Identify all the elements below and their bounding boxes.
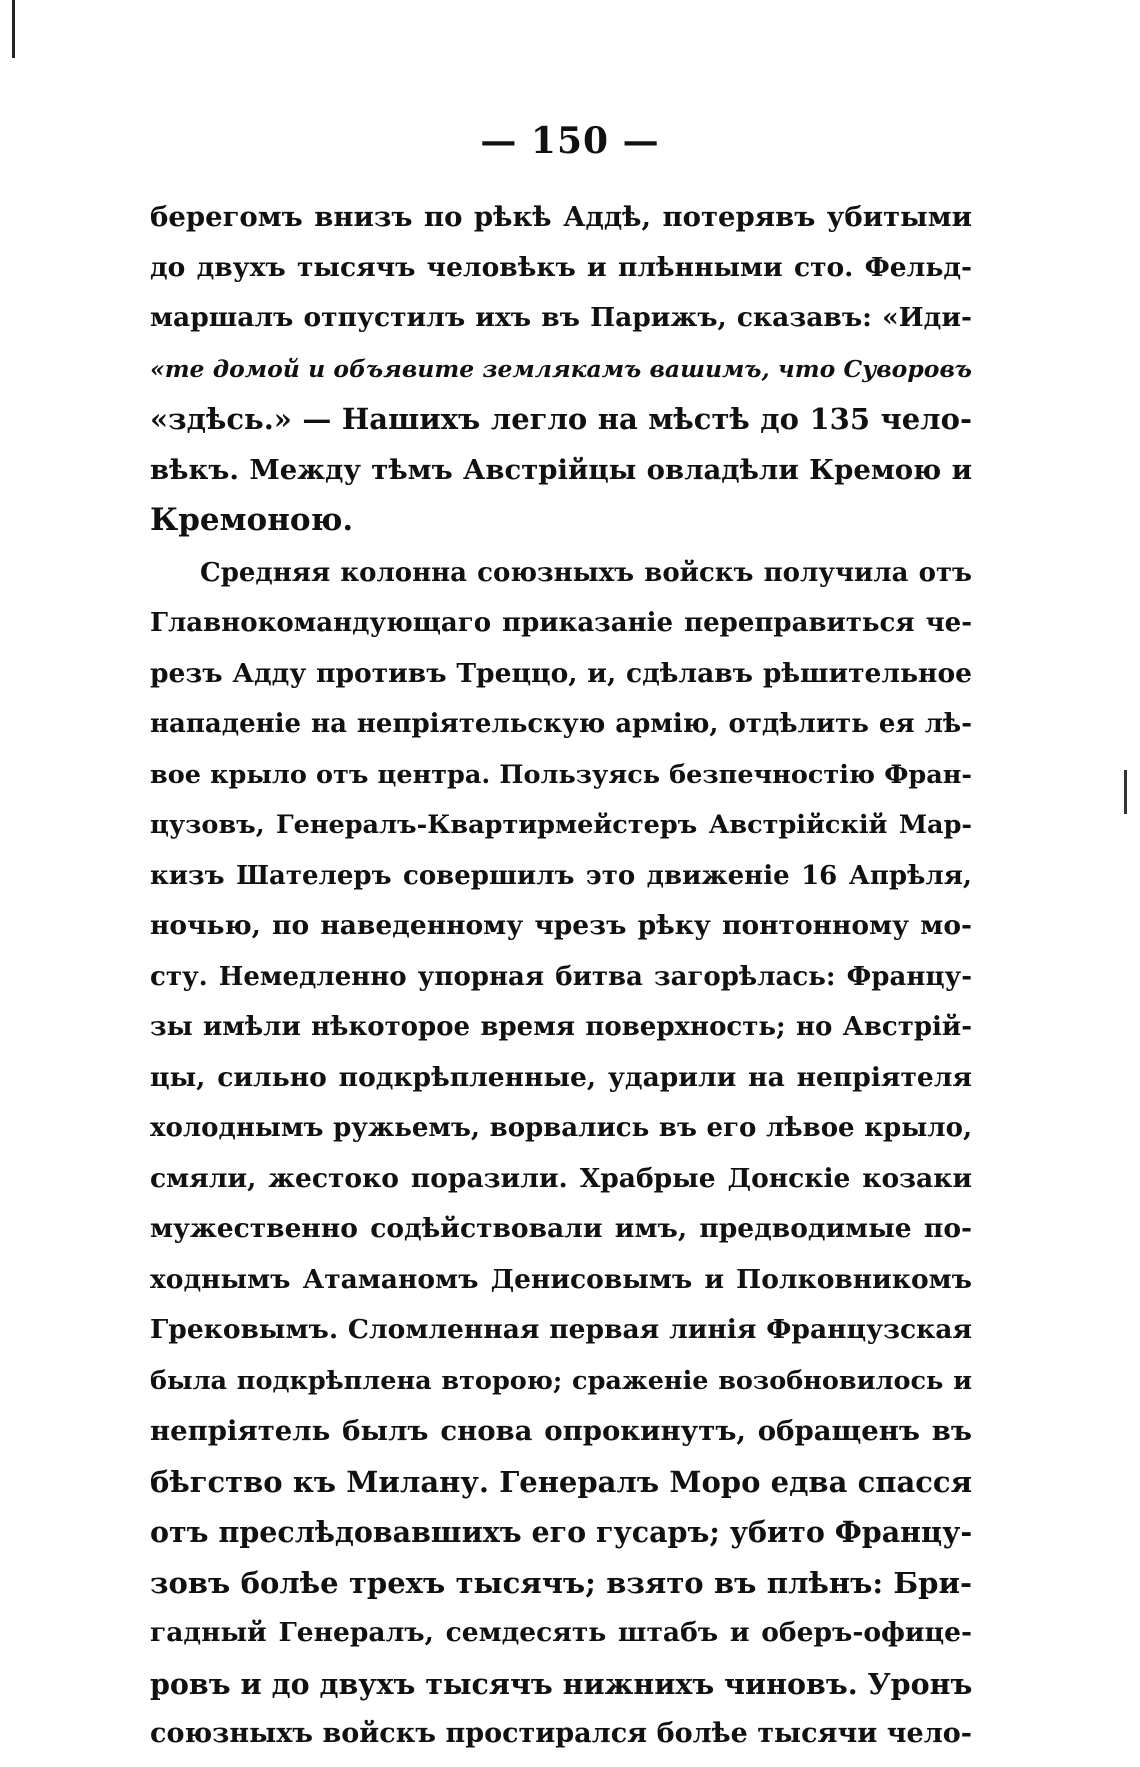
text-line: мужественно содѣйствовали имъ, предводимые по- bbox=[150, 1213, 972, 1244]
text-line: ходнымъ Атаманомъ Денисовымъ и Полковникомъ bbox=[150, 1263, 972, 1295]
scan-margin-mark bbox=[1124, 770, 1127, 814]
text-line: бѣгство къ Милану. Генералъ Моро едва спасся bbox=[150, 1464, 972, 1499]
text-line: смяли, жестоко поразили. Храбрые Донскіе козаки bbox=[150, 1162, 972, 1194]
page-number: — 150 — bbox=[480, 120, 660, 162]
text-line: резъ Адду противъ Треццо, и, сдѣлавъ рѣшительное bbox=[150, 657, 972, 689]
text-line: вое крыло отъ центра. Пользуясь безпечностію Фран- bbox=[150, 759, 972, 790]
text-line: сту. Немедленно упорная битва загорѣлась: Францу- bbox=[150, 961, 972, 992]
text-line: ровъ и до двухъ тысячъ нижнихъ чиновъ. Уронъ bbox=[150, 1666, 973, 1701]
paragraph-2 bbox=[150, 548, 972, 1760]
text-line: непріятель былъ снова опрокинутъ, обращенъ въ bbox=[150, 1415, 972, 1447]
text-line: вѣкъ. Между тѣмъ Австрійцы овладѣли Кремою и bbox=[150, 453, 972, 486]
text-line: маршалъ отпустилъ ихъ въ Парижъ, сказавъ: «Иди- bbox=[150, 302, 972, 333]
text-line: «здѣсь.» — Нашихъ легло на мѣстѣ до 135 чело- bbox=[150, 402, 972, 436]
text-line: Средняя колонна союзныхъ войскъ получила отъ bbox=[200, 557, 972, 588]
text-line: кизъ Шателеръ совершилъ это движеніе 16 Апрѣля, bbox=[150, 860, 972, 891]
text-line: Кремоною. bbox=[150, 502, 354, 538]
text-line: холоднымъ ружьемъ, ворвались въ его лѣвое крыло, bbox=[150, 1113, 972, 1143]
text-line: берегомъ внизъ по рѣкѣ Аддѣ, потерявъ убитыми bbox=[150, 201, 972, 233]
text-line: цузовъ, Генералъ-Квартирмейстеръ Австрійскій Мар- bbox=[150, 810, 972, 840]
body-text bbox=[150, 192, 972, 1760]
paragraph-1 bbox=[150, 192, 972, 546]
text-line: была подкрѣплена второю; сраженіе возобновилось и bbox=[150, 1365, 972, 1396]
text-line: Грековымъ. Сломленная первая линія Французская bbox=[150, 1314, 972, 1345]
text-line: союзныхъ войскъ простирался болѣе тысячи чело- bbox=[150, 1718, 972, 1749]
scan-edge-mark bbox=[12, 0, 15, 58]
text-line: зовъ болѣе трехъ тысячъ; взято въ плѣнъ: Бри- bbox=[150, 1565, 972, 1600]
text-line: цы, сильно подкрѣпленные, ударили на непріятеля bbox=[150, 1061, 972, 1093]
text-line: зы имѣли нѣкоторое время поверхность; но Австрій- bbox=[150, 1012, 972, 1042]
text-line: до двухъ тысячъ человѣкъ и плѣнными сто. Фельд- bbox=[150, 251, 972, 283]
text-line: ночью, по наведенному чрезъ рѣку понтонному мо- bbox=[150, 910, 972, 941]
text-line: Главнокомандующаго приказаніе переправиться че- bbox=[150, 608, 972, 638]
text-line: отъ преслѣдовавшихъ его гусаръ; убито Францу- bbox=[150, 1515, 973, 1549]
text-line: «те домой и объявите землякамъ вашимъ, что Суворовъ bbox=[150, 354, 972, 383]
text-line: гадный Генералъ, семдесять штабъ и оберъ-офице- bbox=[150, 1617, 972, 1648]
text-line: нападеніе на непріятельскую армію, отдѣлить ея лѣ- bbox=[150, 709, 972, 739]
